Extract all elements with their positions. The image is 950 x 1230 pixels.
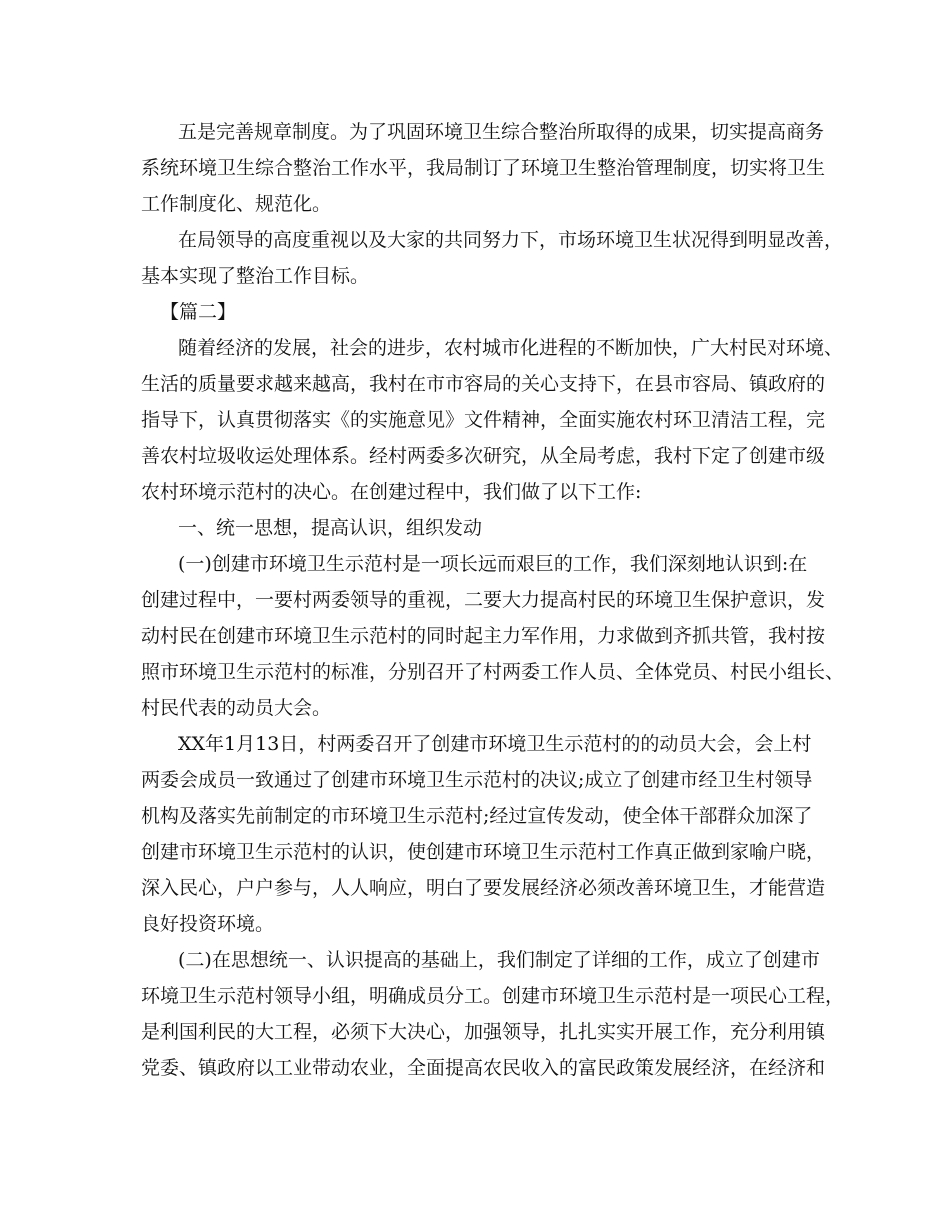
- text-line-7: 随着经济的发展，社会的进步，农村城市化进程的不断加快，广大村民对环境、: [178, 337, 844, 359]
- text-line-20: 机构及落实先前制定的市环境卫生示范村;经过宣传发动，使全体干部群众加深了: [141, 805, 813, 827]
- text-line-2: 系统环境卫生综合整治工作水平，我局制订了环境卫生整治管理制度，切实将卫生: [141, 157, 826, 179]
- text-line-27: 党委、镇政府以工业带动农业，全面提高农民收入的富民政策发展经济，在经济和: [141, 1057, 826, 1079]
- text-line-17: 村民代表的动员大会。: [141, 697, 332, 719]
- text-line-10: 善农村垃圾收运处理体系。经村两委多次研究，从全局考虑，我村下定了创建市级: [141, 445, 826, 467]
- text-line-11: 农村环境示范村的决心。在创建过程中，我们做了以下工作:: [141, 481, 642, 503]
- text-line-1: 五是完善规章制度。为了巩固环境卫生综合整治所取得的成果，切实提高商务: [178, 121, 825, 143]
- text-line-22: 深入民心，户户参与，人人响应，明白了要发展经济必须改善环境卫生，才能营造: [141, 877, 826, 899]
- text-line-16: 照市环境卫生示范村的标准，分别召开了村两委工作人员、全体党员、村民小组长、: [141, 661, 845, 683]
- text-line-21: 创建市环境卫生示范村的认识，使创建市环境卫生示范村工作真正做到家喻户晓，: [141, 841, 826, 863]
- text-line-25: 环境卫生示范村领导小组，明确成员分工。创建市环境卫生示范村是一项民心工程，: [141, 985, 845, 1007]
- text-line-26: 是利国利民的大工程，必须下大决心，加强领导，扎扎实实开展工作，充分利用镇: [141, 1021, 826, 1043]
- text-line-3: 工作制度化、规范化。: [141, 193, 332, 215]
- text-line-15: 动村民在创建市环境卫生示范村的同时起主力军作用，力求做到齐抓共管，我村按: [141, 625, 826, 647]
- text-line-19: 两委会成员一致通过了创建市环境卫生示范村的决议;成立了创建市经卫生村领导: [141, 769, 813, 791]
- text-line-8: 生活的质量要求越来越高，我村在市市容局的关心支持下，在县市容局、镇政府的: [141, 373, 826, 395]
- text-line-23: 良好投资环境。: [141, 913, 275, 935]
- text-line-18: XX年1月13日，村两委召开了创建市环境卫生示范村的的动员大会，会上村: [178, 733, 812, 755]
- text-line-5: 基本实现了整治工作目标。: [141, 265, 370, 287]
- text-line-4: 在局领导的高度重视以及大家的共同努力下，市场环境卫生状况得到明显改善，: [178, 229, 844, 251]
- subheading-1: 一、统一思想，提高认识，组织发动: [178, 517, 483, 539]
- text-line-9: 指导下，认真贯彻落实《的实施意见》文件精神，全面实施农村环卫清洁工程，完: [141, 409, 826, 431]
- section-heading: 【篇二】: [160, 301, 237, 323]
- text-line-24: (二)在思想统一、认识提高的基础上，我们制定了详细的工作，成立了创建市: [178, 949, 820, 971]
- text-line-13: (一)创建市环境卫生示范村是一项长远而艰巨的工作，我们深刻地认识到:在: [178, 553, 808, 575]
- text-line-14: 创建过程中，一要村两委领导的重视，二要大力提高村民的环境卫生保护意识，发: [141, 589, 826, 611]
